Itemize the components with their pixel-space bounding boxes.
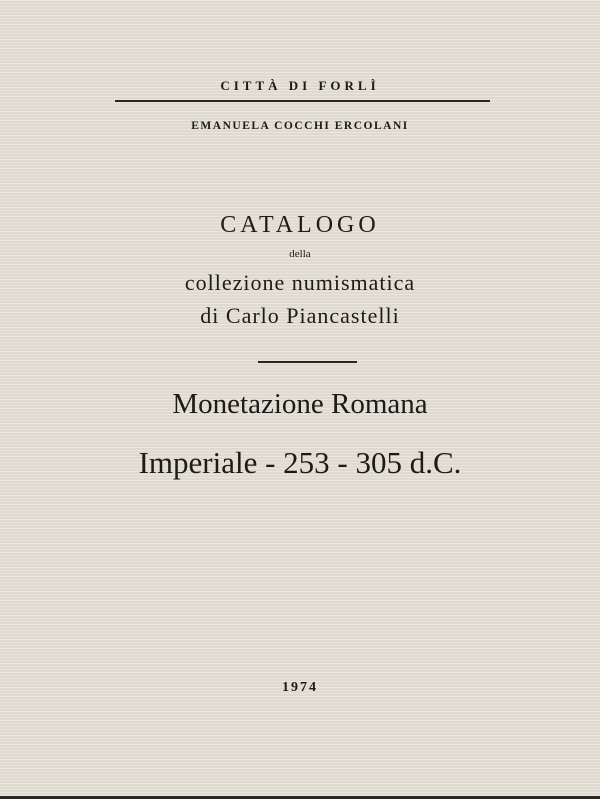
publisher-city: CITTÀ DI FORLÌ — [220, 78, 380, 93]
title-della: della — [289, 248, 311, 260]
title-line-2: di Carlo Piancastelli — [200, 303, 400, 328]
publication-year: 1974 — [282, 680, 318, 695]
subtitle-line-1: Monetazione Romana — [172, 388, 428, 420]
author-name: EMANUELA COCCHI ERCOLANI — [191, 120, 409, 132]
header-divider — [115, 100, 490, 102]
subtitle-line-2: Imperiale - 253 - 305 d.C. — [138, 445, 462, 480]
title-catalogo: CATALOGO — [220, 212, 380, 238]
title-line-1: collezione numismatica — [184, 270, 416, 295]
title-divider — [258, 361, 357, 363]
